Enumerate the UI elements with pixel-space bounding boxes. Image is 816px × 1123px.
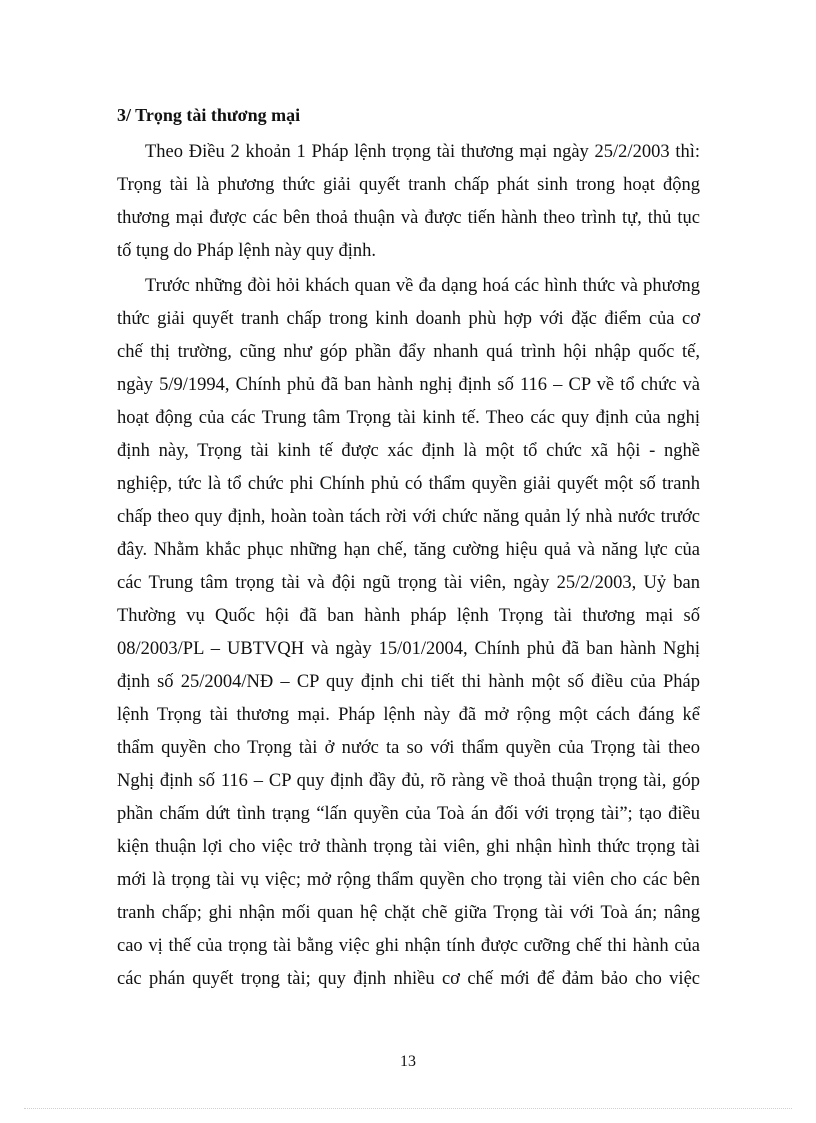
paragraph-line: tranh chấp; ghi nhận mối quan hệ chặt chẽ giữa Trọng tài với Toà án; nâng <box>117 903 700 923</box>
paragraph-line: các phán quyết trọng tài; quy định nhiều cơ chế mới để đảm bảo cho việc <box>117 969 700 989</box>
paragraph-line: chấp theo quy định, hoàn toàn tách rời với chức năng quản lý nhà nước trước <box>117 507 700 527</box>
paragraph-line: định số 25/2004/NĐ – CP quy định chi tiết thi hành một số điều của Pháp <box>117 672 700 692</box>
paragraph-line: tố tụng do Pháp lệnh này quy định. <box>117 241 376 261</box>
paragraph-line: Trọng tài là phương thức giải quyết tranh chấp phát sinh trong hoạt động <box>117 175 700 195</box>
paragraph-line: lệnh Trọng tài thương mại. Pháp lệnh này đã mở rộng một cách đáng kể <box>117 705 700 725</box>
paragraph-line: định này, Trọng tài kinh tế được xác định là một tổ chức xã hội - nghề <box>117 441 700 461</box>
paragraph-line: chế thị trường, cũng như góp phần đẩy nhanh quá trình hội nhập quốc tế, <box>117 342 700 362</box>
paragraph-line: Theo Điều 2 khoản 1 Pháp lệnh trọng tài thương mại ngày 25/2/2003 thì: <box>145 142 700 162</box>
paragraph-line: thương mại được các bên thoả thuận và được tiến hành theo trình tự, thủ tục <box>117 208 700 228</box>
footer-divider <box>24 1108 792 1109</box>
paragraph-line: hoạt động của các Trung tâm Trọng tài kinh tế. Theo các quy định của nghị <box>117 408 700 428</box>
paragraph-line: thẩm quyền cho Trọng tài ở nước ta so với thẩm quyền của Trọng tài theo <box>117 738 700 758</box>
paragraph-line: các Trung tâm trọng tài và đội ngũ trọng tài viên, ngày 25/2/2003, Uỷ ban <box>117 573 700 593</box>
paragraph-line: Nghị định số 116 – CP quy định đầy đủ, rõ ràng về thoả thuận trọng tài, góp <box>117 771 700 791</box>
paragraph-line: 08/2003/PL – UBTVQH và ngày 15/01/2004, Chính phủ đã ban hành Nghị <box>117 639 700 659</box>
paragraph-line: Trước những đòi hỏi khách quan về đa dạng hoá các hình thức và phương <box>145 276 700 296</box>
paragraph-line: thức giải quyết tranh chấp trong kinh doanh phù hợp với đặc điểm của cơ <box>117 309 700 329</box>
paragraph-line: mới là trọng tài vụ việc; mở rộng thẩm quyền cho trọng tài viên cho các bên <box>117 870 700 890</box>
paragraph-line: cao vị thế của trọng tài bằng việc ghi nhận tính được cưỡng chế thi hành của <box>117 936 700 956</box>
section-heading: 3/ Trọng tài thương mại <box>117 105 301 125</box>
paragraph-line: ngày 5/9/1994, Chính phủ đã ban hành nghị định số 116 – CP về tổ chức và <box>117 375 700 395</box>
paragraph-line: nghiệp, tức là tổ chức phi Chính phủ có thẩm quyền giải quyết một số tranh <box>117 474 700 494</box>
paragraph-line: kiện thuận lợi cho việc trở thành trọng tài viên, ghi nhận hình thức trọng tài <box>117 837 700 857</box>
paragraph-line: Thường vụ Quốc hội đã ban hành pháp lệnh Trọng tài thương mại số <box>117 606 700 626</box>
page-number: 13 <box>400 1053 416 1070</box>
paragraph-line: phần chấm dứt tình trạng “lấn quyền của Toà án đối với trọng tài”; tạo điều <box>117 804 700 824</box>
paragraph-line: đây. Nhằm khắc phục những hạn chế, tăng cường hiệu quả và năng lực của <box>117 540 700 560</box>
